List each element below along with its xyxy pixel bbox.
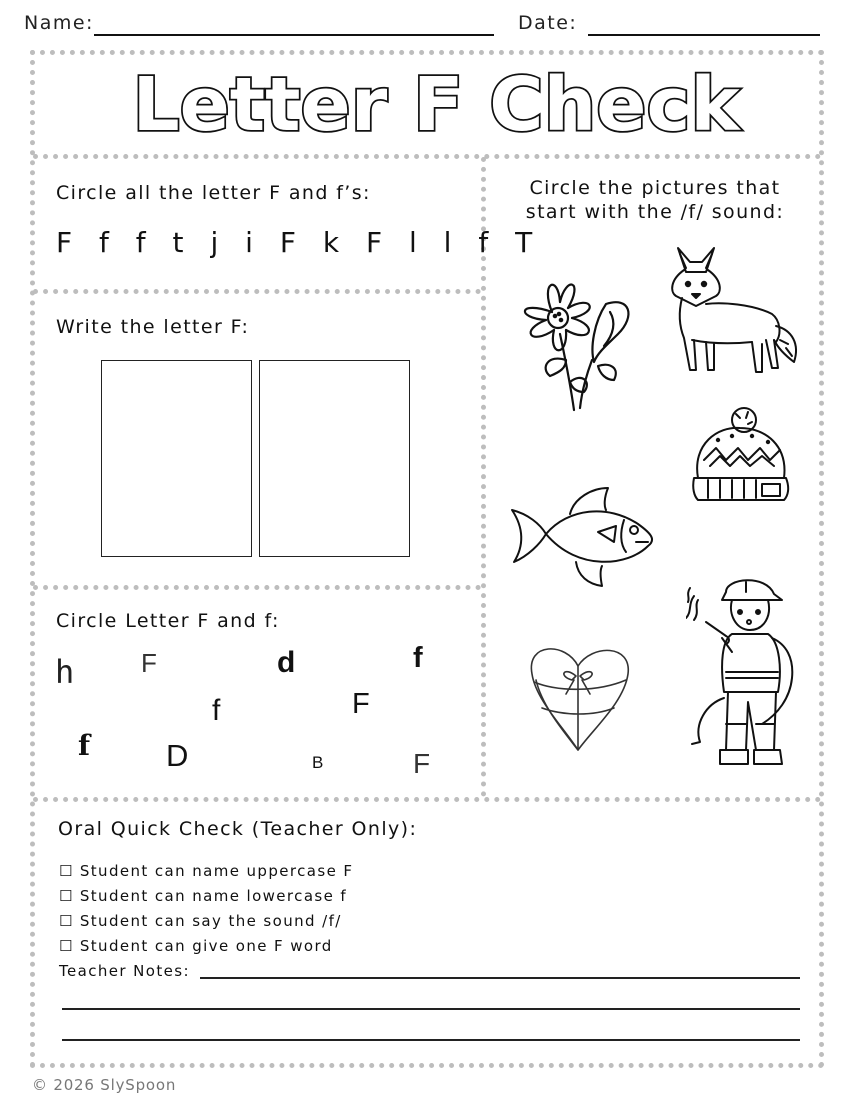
name-label: Name: bbox=[24, 12, 94, 34]
date-label: Date: bbox=[518, 12, 578, 34]
letter-item[interactable]: f bbox=[99, 226, 118, 259]
checkbox-icon[interactable]: ☐ bbox=[59, 912, 74, 930]
pictures-instruction-line1: Circle the pictures that bbox=[529, 177, 781, 199]
winter-hat-icon[interactable] bbox=[688, 404, 792, 510]
teacher-notes-line[interactable] bbox=[200, 977, 800, 979]
checklist-item[interactable] bbox=[59, 937, 333, 955]
scatter-letter[interactable]: d bbox=[277, 646, 296, 679]
scatter-letter[interactable]: F bbox=[141, 648, 157, 678]
letter-item[interactable]: l bbox=[443, 226, 461, 259]
checkbox-icon[interactable]: ☐ bbox=[59, 862, 74, 880]
write-box-right[interactable] bbox=[259, 360, 410, 557]
teacher-notes-line[interactable] bbox=[62, 1039, 800, 1041]
scatter-letter[interactable]: D bbox=[166, 738, 189, 773]
page-title-text: Letter F Check bbox=[132, 62, 740, 148]
letter-item[interactable]: l bbox=[408, 226, 426, 259]
scatter-letter[interactable]: F bbox=[352, 688, 370, 720]
pictures-instruction-line2: start with the /f/ sound: bbox=[525, 201, 785, 223]
pictures-instruction bbox=[490, 176, 820, 224]
scatter-letter[interactable]: f bbox=[212, 694, 221, 727]
teacher-notes-line[interactable] bbox=[62, 1008, 800, 1010]
letter-item[interactable]: f bbox=[478, 226, 498, 259]
header-row bbox=[24, 12, 822, 42]
heart-gift-box-icon[interactable] bbox=[518, 636, 640, 756]
checklist-item-label: Student can give one F word bbox=[79, 937, 333, 955]
flower-icon[interactable] bbox=[510, 272, 642, 414]
copyright-notice: © 2026 SlySpoon bbox=[32, 1076, 177, 1094]
page-title bbox=[0, 58, 850, 150]
scatter-letter[interactable]: h bbox=[55, 653, 75, 691]
write-box-left[interactable] bbox=[101, 360, 252, 557]
letter-item[interactable]: F bbox=[56, 226, 82, 259]
name-field-line[interactable] bbox=[94, 34, 494, 36]
scatter-instruction: Circle Letter F and f: bbox=[56, 610, 280, 632]
scatter-letter[interactable]: f bbox=[78, 729, 91, 762]
letter-item[interactable]: t bbox=[172, 226, 193, 259]
checkbox-icon[interactable]: ☐ bbox=[59, 887, 74, 905]
teacher-notes-label: Teacher Notes: bbox=[59, 962, 190, 980]
letter-item[interactable]: j bbox=[210, 226, 228, 259]
oral-check-title: Oral Quick Check (Teacher Only): bbox=[58, 818, 418, 840]
letter-item[interactable]: i bbox=[245, 226, 262, 259]
date-field-line[interactable] bbox=[588, 34, 820, 36]
letter-row bbox=[56, 226, 541, 259]
scatter-letter[interactable]: B bbox=[312, 753, 324, 772]
fox-icon[interactable] bbox=[662, 244, 802, 384]
scatter-letter[interactable]: F bbox=[413, 748, 431, 779]
letter-item[interactable]: F bbox=[279, 226, 305, 259]
letter-item[interactable]: T bbox=[515, 226, 542, 259]
title-divider bbox=[33, 154, 821, 159]
checkbox-icon[interactable]: ☐ bbox=[59, 937, 74, 955]
checklist-item[interactable] bbox=[59, 887, 347, 905]
checklist-item-label: Student can name uppercase F bbox=[79, 862, 354, 880]
fish-icon[interactable] bbox=[508, 484, 660, 590]
letter-item[interactable]: F bbox=[365, 226, 392, 259]
oral-divider bbox=[33, 797, 821, 802]
letter-item[interactable]: f bbox=[135, 226, 155, 259]
write-divider bbox=[33, 585, 481, 590]
letters-instruction: Circle all the letter F and f’s: bbox=[56, 182, 371, 204]
letter-item[interactable]: k bbox=[322, 226, 349, 259]
scatter-letter[interactable]: f bbox=[413, 642, 423, 674]
letters-divider bbox=[33, 289, 481, 294]
checklist-item-label: Student can name lowercase f bbox=[79, 887, 348, 905]
firefighter-icon[interactable] bbox=[686, 574, 802, 774]
write-instruction: Write the letter F: bbox=[56, 316, 250, 338]
checklist-item[interactable] bbox=[59, 862, 353, 880]
checklist-item-label: Student can say the sound /f/ bbox=[79, 912, 342, 930]
checklist-item[interactable] bbox=[59, 912, 342, 930]
